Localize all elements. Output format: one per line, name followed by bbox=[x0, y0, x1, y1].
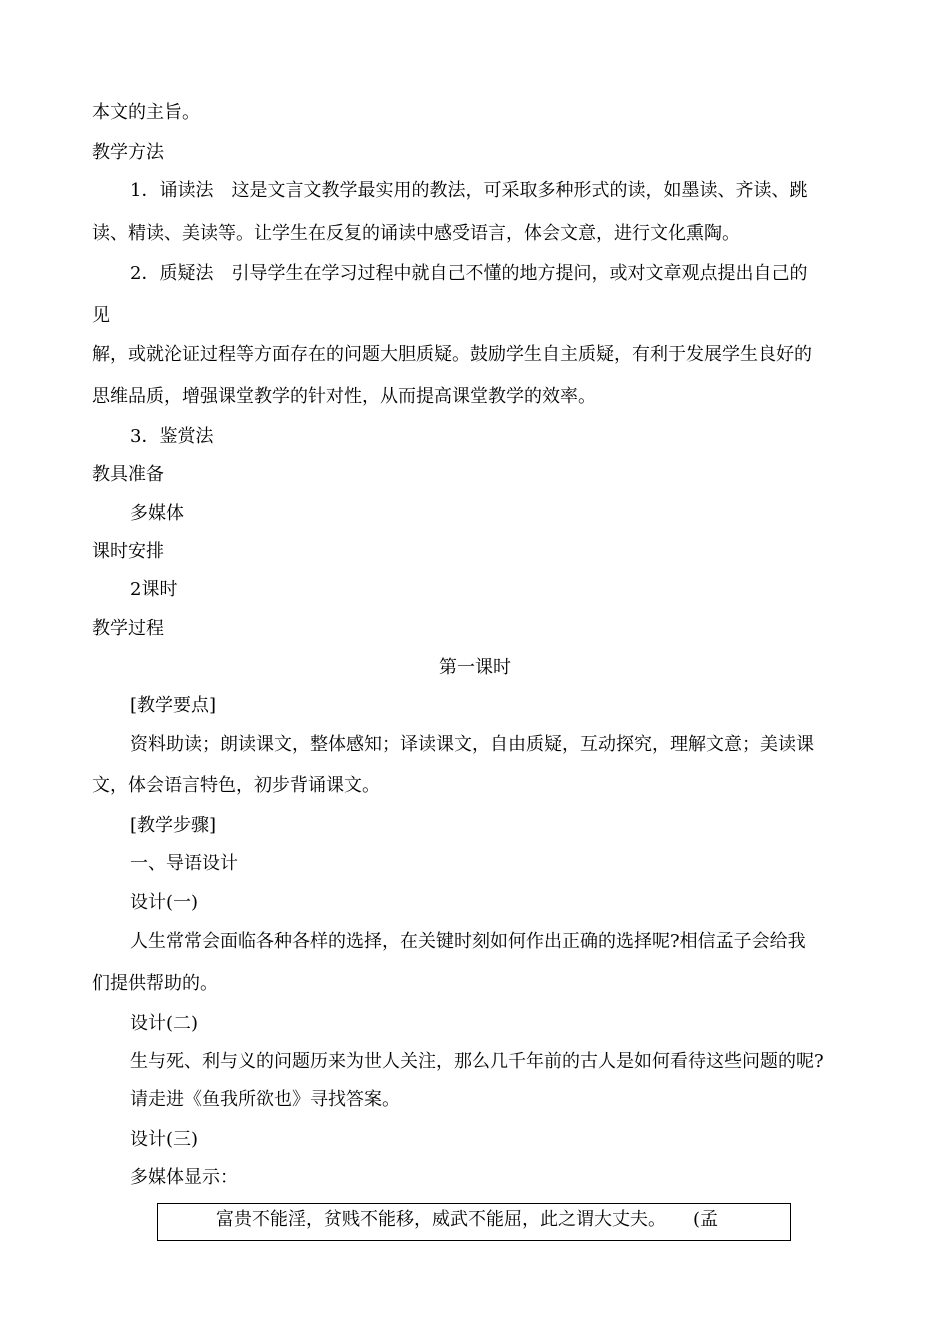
section-title-first-period: 第一课时 bbox=[439, 657, 511, 678]
heading-teaching-process: 教学过程 bbox=[92, 618, 164, 639]
subheading-key-points: [教学要点] bbox=[130, 695, 217, 716]
line-method-1a: 1．诵读法 这是文言文教学最实用的教法，可采取多种形式的读，如墨读、齐读、跳 bbox=[130, 180, 808, 201]
line-method-2c: 解，或就沦证过程等方面存在的问题大胆质疑。鼓励学生自主质疑，有利于发展学生良好的 bbox=[92, 344, 812, 365]
line-method-3: 3．鉴赏法 bbox=[130, 426, 214, 447]
line-two-periods: 2课时 bbox=[130, 579, 178, 600]
heading-schedule: 课时安排 bbox=[92, 541, 164, 562]
heading-teaching-aids: 教具准备 bbox=[92, 464, 164, 485]
subheading-steps: [教学步骤] bbox=[130, 815, 217, 836]
quote-box bbox=[157, 1203, 791, 1241]
line-method-2d: 思维品质，增强课堂教学的针对性，从而提高课堂教学的效率。 bbox=[92, 386, 596, 407]
heading-teaching-methods: 教学方法 bbox=[92, 142, 164, 163]
line-design-1-text-b: 们提供帮助的。 bbox=[92, 973, 218, 994]
line-1: 本文的主旨。 bbox=[92, 102, 200, 123]
line-method-2a: 2．质疑法 引导学生在学习过程中就自己不懂的地方提问，或对文章观点提出自己的 bbox=[130, 263, 808, 284]
line-design-3: 设计(三) bbox=[130, 1129, 199, 1150]
line-multimedia: 多媒体 bbox=[130, 503, 184, 524]
line-multimedia-display: 多媒体显示： bbox=[130, 1167, 238, 1188]
line-key-points-a: 资料助读；朗读课文，整体感知；译读课文，自由质疑，互动探究，理解文意；美读课 bbox=[130, 734, 814, 755]
line-key-points-b: 文，体会语言特色，初步背诵课文。 bbox=[92, 775, 380, 796]
quote-text: 富贵不能淫，贫贱不能移，威武不能屈，此之谓大丈夫。 (孟 bbox=[216, 1209, 719, 1230]
line-design-2-text-b: 请走进《鱼我所欲也》寻找答案。 bbox=[130, 1089, 400, 1110]
line-intro-design: 一、导语设计 bbox=[130, 853, 238, 874]
line-design-1-text-a: 人生常常会面临各种各样的选择，在关键时刻如何作出正确的选择呢?相信孟子会给我 bbox=[130, 931, 806, 952]
line-design-2-text-a: 生与死、利与义的问题历来为世人关注，那么几千年前的古人是如何看待这些问题的呢? bbox=[130, 1051, 824, 1072]
line-design-2: 设计(二) bbox=[130, 1013, 199, 1034]
line-method-1b: 读、精读、美读等。让学生在反复的诵读中感受语言，体会文意，进行文化熏陶。 bbox=[92, 223, 740, 244]
line-method-2b: 见 bbox=[92, 305, 110, 326]
line-design-1: 设计(一) bbox=[130, 892, 199, 913]
